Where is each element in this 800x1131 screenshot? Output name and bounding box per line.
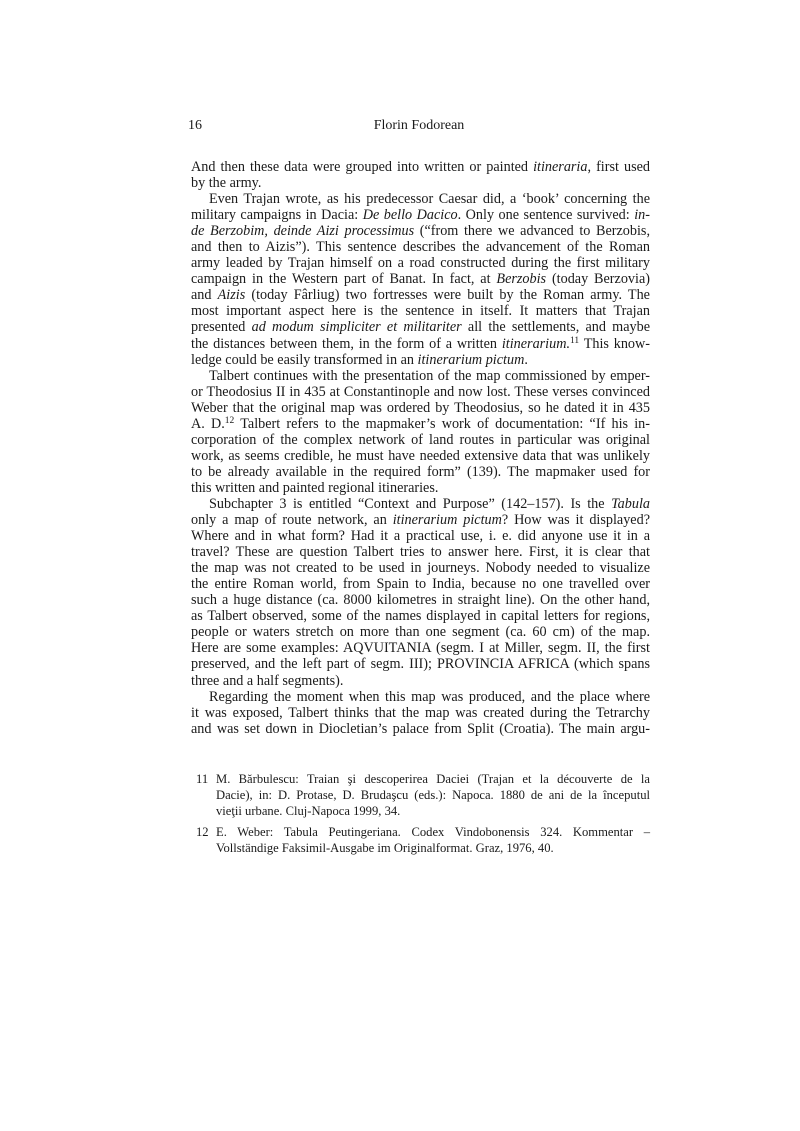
running-header (188, 118, 650, 136)
body-line: military campaigns in Dacia: De bello Dacico. Only one sentence survived: in- (191, 207, 650, 224)
body-text (191, 159, 650, 737)
body-line: the entire Roman world, from Spain to India, because no one travelled over (191, 576, 650, 593)
body-line: ledge could be easily transformed in an itinerarium pictum. (191, 351, 528, 368)
body-line: Even Trajan wrote, as his predecessor Caesar did, a ‘book’ concerning the (209, 191, 650, 208)
page-number: 16 (188, 118, 202, 133)
body-line: Regarding the moment when this map was produced, and the place where (209, 688, 650, 705)
body-line: preserved, and the left part of segm. III); PROVINCIA AFRICA (which spans (191, 656, 650, 673)
body-line: campaign in the Western part of Banat. In fact, at Berzobis (today Berzovia) (191, 271, 650, 288)
body-line: it was exposed, Talbert thinks that the map was created during the Tetrarchy (191, 704, 650, 721)
body-line: work, as seems credible, he must have needed extensive data that was unlikely (191, 447, 650, 464)
body-line: corporation of the complex network of land routes in particular was original (191, 431, 650, 448)
footnote-number: 11 (196, 772, 209, 786)
body-line: army leaded by Trajan himself on a road constructed during the first military (191, 255, 650, 272)
body-line: this written and painted regional itineraries. (191, 479, 439, 496)
body-line: de Berzobim, deinde Aizi processimus (“from there we advanced to Berzobis, (191, 223, 650, 240)
body-line: travel? These are question Talbert tries to answer here. First, it is clear that (191, 544, 650, 561)
body-line: most important aspect here is the sentence in itself. It matters that Trajan (191, 303, 650, 320)
body-line: presented ad modum simpliciter et militariter all the settlements, and maybe (191, 319, 650, 336)
body-line: and was set down in Diocletian’s palace from Split (Croatia). The main argu- (191, 720, 650, 737)
body-line: and then to Aizis”). This sentence describes the advancement of the Roman (191, 239, 650, 256)
body-line: and Aizis (today Fârliug) two fortresses were built by the Roman army. The (191, 287, 650, 304)
body-line: or Theodosius II in 435 at Constantinople and now lost. These verses convinced (191, 383, 650, 400)
footnote-11 (196, 771, 650, 819)
footnote-line: vieţii urbane. Cluj-Napoca 1999, 34. (216, 804, 401, 818)
body-line: as Talbert observed, some of the names displayed in capital letters for regions, (191, 608, 650, 625)
body-line: to be already available in the required form” (139). The mapmaker used for (191, 463, 650, 480)
body-line: And then these data were grouped into written or painted itineraria, first used (191, 159, 650, 175)
footnote-number: 12 (196, 825, 209, 839)
body-line: Subchapter 3 is entitled “Context and Purpose” (142–157). Is the Tabula (209, 495, 650, 512)
running-head-author: Florin Fodorean (373, 118, 465, 133)
body-line: Weber that the original map was ordered by Theodosius, so he dated it in 435 (191, 399, 650, 416)
body-line: Where and in what form? Had it a practical use, i. e. did anyone use it in a (191, 528, 650, 545)
body-line: Here are some examples: AQVUITANIA (segm. I at Miller, segm. II, the first (191, 640, 650, 657)
body-line: by the army. (191, 175, 262, 192)
footnote-line: Dacie), in: D. Protase, D. Brudaşcu (eds.): Napoca. 1880 de ani de la începutul (216, 788, 650, 802)
body-line: people or waters stretch on more than one segment (ca. 60 cm) of the map. (191, 624, 650, 641)
body-line: Talbert continues with the presentation of the map commissioned by emper- (209, 367, 650, 384)
body-line: A. D.$^{12}$ Talbert refers to the mapmaker’s work of documentation: “If his in- (191, 415, 651, 432)
body-line: such a huge distance (ca. 8000 kilometres in straight line). On the other hand, (191, 592, 650, 609)
footnote-line: Vollständige Faksimil-Ausgabe im Originalformat. Graz, 1976, 40. (216, 841, 554, 855)
body-line: three and a half segments). (191, 672, 344, 689)
footnote-line: E. Weber: Tabula Peutingeriana. Codex Vindobonensis 324. Kommentar – (216, 825, 650, 839)
body-line: only a map of route network, an itinerarium pictum? How was it displayed? (191, 512, 650, 529)
body-line: the distances between them, in the form of a written itinerarium.$^{11}$ This know- (191, 335, 650, 352)
footnotes (196, 771, 650, 861)
footnote-line: M. Bărbulescu: Traian şi descoperirea Daciei (Trajan et la découverte de la (216, 772, 650, 786)
footnote-12 (196, 824, 650, 856)
body-line: the map was not created to be used in journeys. Nobody needed to visualize (191, 560, 650, 577)
